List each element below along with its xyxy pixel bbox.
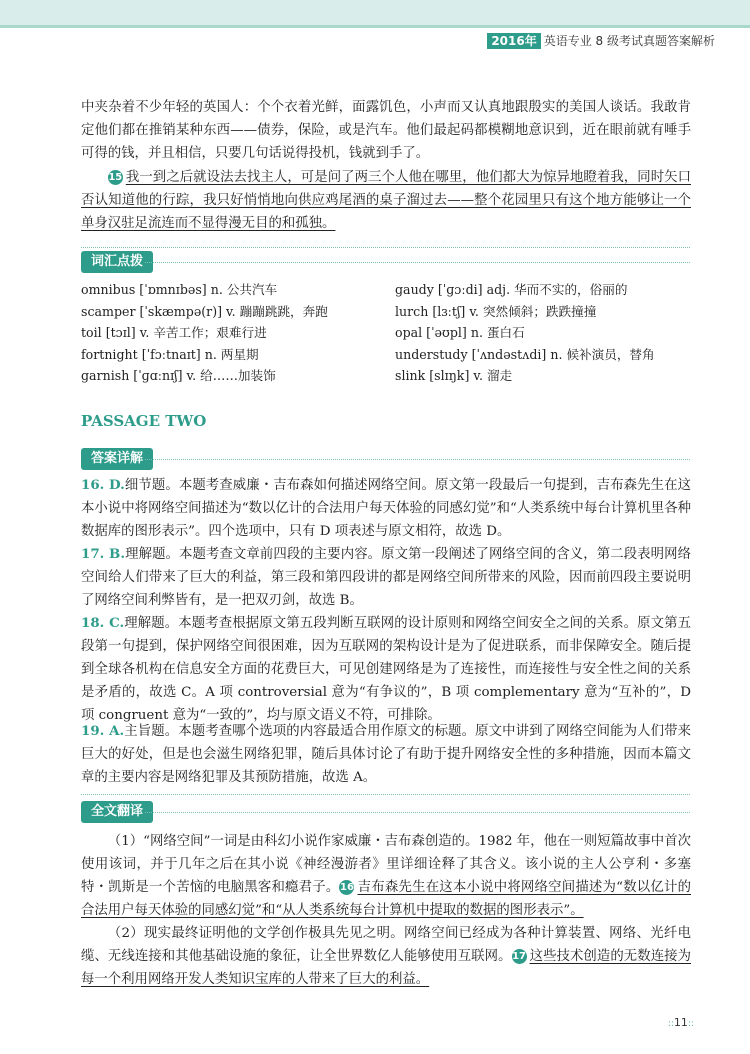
answer-label: 16. D. [81, 477, 125, 493]
vocab-list-left [81, 279, 328, 387]
page-number-deco-icon: :: [667, 1019, 674, 1029]
translation-divider [81, 794, 690, 795]
translation-paragraph-1 [81, 830, 691, 922]
running-header [487, 32, 715, 50]
vocab-entry: slink [slɪŋk] v. 溜走 [395, 368, 513, 383]
answer-text: 主旨题。本题考查哪个选项的内容最适合用作原文的标题。原文中讲到了网络空间能为人们带来巨大的好处，但是也会滋生网络犯罪，随后具体讨论了有助于提升网络安全性的多种措施，因而本篇文章的主要内容是网络犯罪及其预防措施，故选 A。 [81, 724, 691, 785]
answer-text: 理解题。本题考查根据原文第五段判断互联网的设计原则和网络空间安全之间的关系。原文第五段第一句提到，保护网络空间很困难，因为互联网的架构设计是为了促进联系，而非保障安全。随后提到全球各机构在信息安全方面的花费巨大，可见创建网络是为了连接性，而连接性与安全性之间的关系是矛盾的，故选 C。A 项 controversial 意为“有争议的”，B 项 complementary 意为“互补的”，D 项 congruent 意为“一致的”，均与原文语义不符，可排除。 [81, 616, 692, 723]
answer-17 [81, 543, 691, 612]
header-band [0, 0, 750, 26]
answer-label: 18. C. [81, 615, 125, 631]
translation-text-1b: 吉布森先生在这本小说中将网络空间描述为“数以亿计的合法用户每天体验的同感幻觉”和“从人类系统每台计算机中提取的数据的图形表示”。 [81, 880, 691, 918]
vocab-entry: scamper [ˈskæmpə(r)] v. 蹦蹦跳跳，奔跑 [81, 303, 328, 319]
passage-heading: PASSAGE TWO [81, 412, 207, 430]
answer-18 [81, 612, 691, 727]
translation-text-1a: （1）“网络空间”一词是由科幻小说作家威廉・吉布森创造的。1982 年，他在一则短篇故事中首次使用该词，并于几年之后在其小说《神经漫游者》里详细诠释了其含义。该小说的主人公亨利・多塞特・凯斯是一个苦恼的电脑黑客和瘾君子。 [81, 834, 691, 895]
translation-section-label: 全文翻译 [81, 801, 153, 823]
sentence-marker-16: 16 [340, 882, 354, 893]
vocab-title-rule [145, 262, 690, 263]
answer-text: 细节题。本题考查威廉・吉布森如何描述网络空间。原文第一段最后一句提到，吉布森先生在这本小说中将网络空间描述为“数以亿计的合法用户每天体验的同感幻觉”和“人类系统中每台计算机里各种数据库的图形表示”。四个选项中，只有 D 项表述与原文相符，故选 D。 [81, 478, 691, 539]
sentence-marker-17: 17 [512, 951, 526, 962]
intro-text-2: 我一到之后就设法去找主人，可是问了两三个人他在哪里，他们都大为惊异地瞪着我，同时矢口否认知道他的行踪，我只好悄悄地向供应鸡尾酒的桌子溜过去——整个花园里只有这个地方能够让一个单身汉驻足流连而不显得漫无目的和孤独。 [81, 170, 691, 231]
vocab-entry: gaudy [ˈɡɔːdi] adj. 华而不实的，俗丽的 [395, 282, 628, 297]
vocab-list-right [395, 279, 655, 387]
vocab-entry: garnish [ˈɡɑːnɪʃ] v. 给……加装饰 [81, 368, 276, 383]
vocab-entry: understudy [ˈʌndəstʌdi] n. 候补演员，替角 [395, 346, 655, 362]
header-rule [0, 25, 750, 28]
vocab-entry: opal [ˈəʊpl] n. 蛋白石 [395, 325, 525, 340]
answer-text: 理解题。本题考查文章前四段的主要内容。原文第一段阐述了网络空间的含义，第二段表明网络空间给人们带来了巨大的利益，第三段和第四段讲的都是网络空间所带来的风险，因而前四段主要说明了网络空间利弊皆有，是一把双刃剑，故选 B。 [81, 547, 691, 608]
answer-19 [81, 720, 691, 789]
intro-text-1: 中夹杂着不少年轻的英国人：个个衣着光鲜，面露饥色，小声而又认真地跟殷实的美国人谈话。我敢肯定他们都在推销某种东西——债券，保险，或是汽车。他们最起码都模糊地意识到，近在眼前就有唾手可得的钱，并且相信，只要几句话说得投机，钱就到手了。 [81, 100, 691, 161]
vocab-entry: omnibus [ˈɒmnɪbəs] n. 公共汽车 [81, 282, 278, 297]
translation-paragraph-2 [81, 922, 691, 991]
translation-text-2a: （2）现实最终证明他的文学创作极具先见之明。网络空间已经成为各种计算装置、网络、光纤电缆、无线连接和其他基础设施的象征，让全世界数亿人能够使用互联网。 [81, 926, 691, 964]
vocab-entry: toil [tɔɪl] v. 辛苦工作；艰难行进 [81, 325, 267, 340]
vocab-entry: lurch [lɜːtʃ] v. 突然倾斜；跌跌撞撞 [395, 303, 597, 319]
header-title: 英语专业 8 级考试真题答案解析 [543, 34, 715, 48]
answers-title-rule [145, 459, 690, 460]
translation-title-rule [145, 812, 690, 813]
vocab-divider [81, 247, 690, 248]
sentence-marker-15: 15 [108, 172, 123, 183]
answer-label: 17. B. [81, 546, 126, 562]
answers-section-label: 答案详解 [81, 448, 153, 470]
page-number [668, 1016, 694, 1029]
vocab-section-label: 词汇点拨 [81, 251, 153, 273]
intro-paragraph-1 [81, 96, 691, 165]
answer-16 [81, 474, 691, 543]
translation-text-2b: 这些技术创造的无数连接为每一个利用网络开发人类知识宝库的人带来了巨大的利益。 [81, 949, 692, 987]
intro-paragraph-2 [81, 166, 691, 235]
answer-label: 19. A. [81, 723, 125, 739]
header-year: 2016年 [487, 33, 540, 49]
page-number-deco-icon: :: [687, 1019, 694, 1029]
page-number-value: 11 [673, 1016, 688, 1029]
vocab-entry: fortnight [ˈfɔːtnaɪt] n. 两星期 [81, 346, 259, 362]
